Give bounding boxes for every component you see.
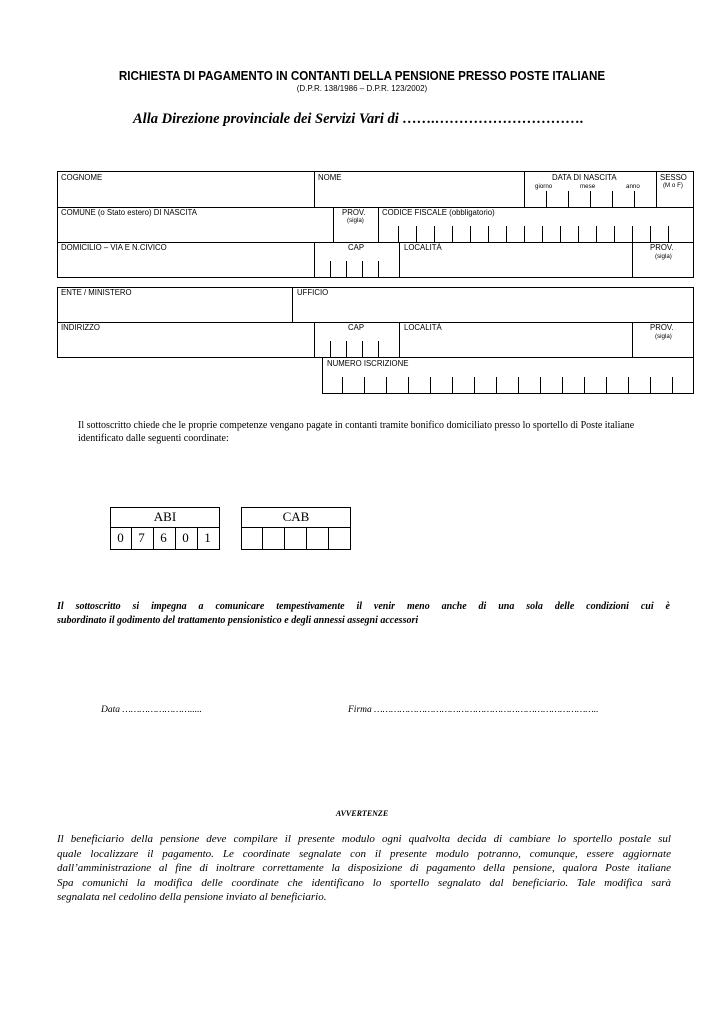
tick: [606, 377, 607, 394]
request-paragraph: [78, 420, 698, 445]
request-line-2: identificato dalle seguenti coordinate:: [78, 432, 229, 444]
col-divider: [632, 322, 633, 358]
commitment-line-2: subordinato il godimento del trattamento pensionistico e degli annessi assegni accessori: [57, 614, 419, 626]
avvertenze-line: segnalata nel cedolino della pensione inviato al beneficiario.: [57, 891, 327, 903]
prov-nascita-field[interactable]: [335, 226, 376, 240]
abi-divider: [110, 527, 220, 528]
tick: [634, 191, 635, 207]
tick: [386, 377, 387, 394]
tick: [590, 191, 591, 207]
abi-digit[interactable]: 0: [117, 530, 124, 545]
tick: [342, 377, 343, 394]
tick: [362, 261, 363, 278]
tick: [650, 377, 651, 394]
tick: [628, 377, 629, 394]
tick: [488, 226, 489, 242]
tick: [362, 341, 363, 358]
indirizzo-label: INDIRIZZO: [61, 323, 100, 332]
tick: [452, 226, 453, 242]
cab-divider: [241, 527, 351, 528]
cap-label: CAP: [348, 243, 365, 252]
row-divider: [57, 322, 694, 323]
localita-field[interactable]: [403, 253, 629, 275]
avvertenze-line: quale localizzare il pagamento. Le coordinate segnalate con il presente modulo potranno, comunque, essere aggiornate: [57, 847, 671, 860]
cell-divider: [306, 527, 307, 550]
comune-nascita-label: COMUNE (o Stato estero) DI NASCITA: [61, 208, 197, 217]
tick: [672, 377, 673, 394]
comune-nascita-field[interactable]: [61, 218, 331, 240]
cognome-field[interactable]: [61, 182, 313, 204]
tick: [506, 226, 507, 242]
col-divider: [656, 171, 657, 207]
tick: [524, 226, 525, 242]
cell-divider: [284, 527, 285, 550]
tick: [452, 377, 453, 394]
tick: [546, 191, 547, 207]
tick: [632, 226, 633, 242]
localita-label: LOCALITÀ: [404, 243, 442, 252]
ente-cap-label: CAP: [348, 323, 365, 332]
sesso-field[interactable]: [658, 192, 692, 206]
avvertenze-line: dall’amministrazione al fine di inoltrare correttamente la disposizione di pagamento della pensione, qualora Poste italiane: [57, 862, 671, 874]
tick: [408, 377, 409, 394]
col-divider: [524, 171, 525, 207]
ente-localita-field[interactable]: [403, 333, 629, 355]
avvertenze-line: Il beneficiario della pensione deve compilare il presente modulo ogni qualvolta decida di cambiare lo sportello postale sul: [57, 833, 671, 845]
cognome-label: COGNOME: [61, 173, 103, 182]
tick: [430, 377, 431, 394]
ente-prov-label: PROV.: [650, 323, 674, 332]
ufficio-label: UFFICIO: [297, 288, 329, 297]
codice-fiscale-label: CODICE FISCALE (obbligatorio): [382, 208, 495, 217]
tick: [398, 226, 399, 242]
tick: [330, 341, 331, 358]
giorno-label: giorno: [535, 183, 553, 190]
prov-sigla-hint: (sigla): [347, 217, 364, 224]
tick: [518, 377, 519, 394]
tick: [540, 377, 541, 394]
indirizzo-field[interactable]: [61, 333, 311, 355]
tick: [596, 226, 597, 242]
sesso-label: SESSO: [660, 173, 687, 182]
tick: [346, 261, 347, 278]
tick: [416, 226, 417, 242]
prov-nascita-label: PROV.: [342, 208, 366, 217]
col-divider: [314, 171, 315, 207]
col-divider: [314, 322, 315, 358]
form-legal-reference: (D.P.R. 138/1986 – D.P.R. 123/2002): [296, 84, 428, 93]
direzione-line[interactable]: Alla Direzione provinciale dei Servizi Vari di …….………………………….: [133, 111, 584, 127]
tick: [584, 377, 585, 394]
abi-digit[interactable]: 7: [138, 530, 145, 545]
cell-divider: [262, 527, 263, 550]
tick: [668, 226, 669, 242]
col-divider: [399, 322, 400, 358]
mese-label: mese: [580, 183, 596, 190]
nome-field[interactable]: [318, 182, 522, 204]
abi-digit[interactable]: 1: [204, 530, 211, 545]
request-line-1: Il sottoscritto chiede che le proprie competenze vengano pagate in contanti tramite bonifico domiciliato presso lo sportello di Poste italiane: [78, 420, 635, 431]
anno-label: anno: [626, 183, 640, 190]
tick: [434, 226, 435, 242]
cab-label: CAB: [282, 509, 310, 524]
data-field[interactable]: Data …………………….....: [101, 705, 202, 715]
tick: [378, 341, 379, 358]
abi-label: ABI: [153, 509, 177, 524]
prov-residenza-hint: (sigla): [655, 253, 672, 260]
commitment-line-1: Il sottoscritto si impegna a comunicare tempestivamente il venir meno anche di una sola delle condizioni cui è: [57, 601, 670, 612]
col-divider: [333, 207, 334, 242]
tick: [650, 226, 651, 242]
sesso-hint: (M o F): [663, 182, 683, 189]
tick: [542, 226, 543, 242]
prov-residenza-field[interactable]: [634, 262, 692, 276]
col-divider: [292, 287, 293, 322]
ente-prov-hint: (sigla): [655, 333, 672, 340]
prov-residenza-label: PROV.: [650, 243, 674, 252]
abi-digit[interactable]: 0: [182, 530, 189, 545]
avvertenze-text: [57, 832, 671, 905]
domicilio-label: DOMICILIO – VIA E N.CIVICO: [61, 243, 167, 252]
col-divider: [632, 242, 633, 278]
abi-digit[interactable]: 6: [160, 530, 167, 545]
data-nascita-label: DATA DI NASCITA: [552, 173, 617, 182]
tick: [364, 377, 365, 394]
tick: [578, 226, 579, 242]
firma-field[interactable]: Firma ……………………………………………………………………..: [348, 705, 599, 715]
ufficio-field[interactable]: [296, 298, 691, 320]
tick: [568, 191, 569, 207]
avvertenze-line: Spa comunichi la modifica delle coordinate che identificano lo sportello segnalato dal beneficiario. Tale modifica sarà: [57, 876, 671, 889]
tick: [612, 191, 613, 207]
cell-divider: [328, 527, 329, 550]
tick: [474, 377, 475, 394]
form-title: RICHIESTA DI PAGAMENTO IN CONTANTI DELLA PENSIONE PRESSO POSTE ITALIANE: [118, 69, 606, 83]
tick: [496, 377, 497, 394]
ente-ministero-field[interactable]: [61, 298, 289, 320]
ente-prov-field[interactable]: [634, 342, 692, 356]
tick: [614, 226, 615, 242]
ente-ministero-label: ENTE / MINISTERO: [61, 288, 132, 297]
tick: [470, 226, 471, 242]
tick: [346, 341, 347, 358]
commitment-paragraph: [57, 600, 670, 627]
tick: [330, 261, 331, 278]
ente-localita-label: LOCALITÀ: [404, 323, 442, 332]
tick: [378, 261, 379, 278]
col-divider: [378, 207, 379, 242]
col-divider: [399, 242, 400, 278]
nome-label: NOME: [318, 173, 342, 182]
domicilio-field[interactable]: [61, 253, 311, 275]
col-divider: [314, 242, 315, 278]
avvertenze-title: AVVERTENZE: [335, 809, 389, 818]
tick: [562, 377, 563, 394]
tick: [560, 226, 561, 242]
numero-iscrizione-label: NUMERO ISCRIZIONE: [327, 359, 409, 368]
